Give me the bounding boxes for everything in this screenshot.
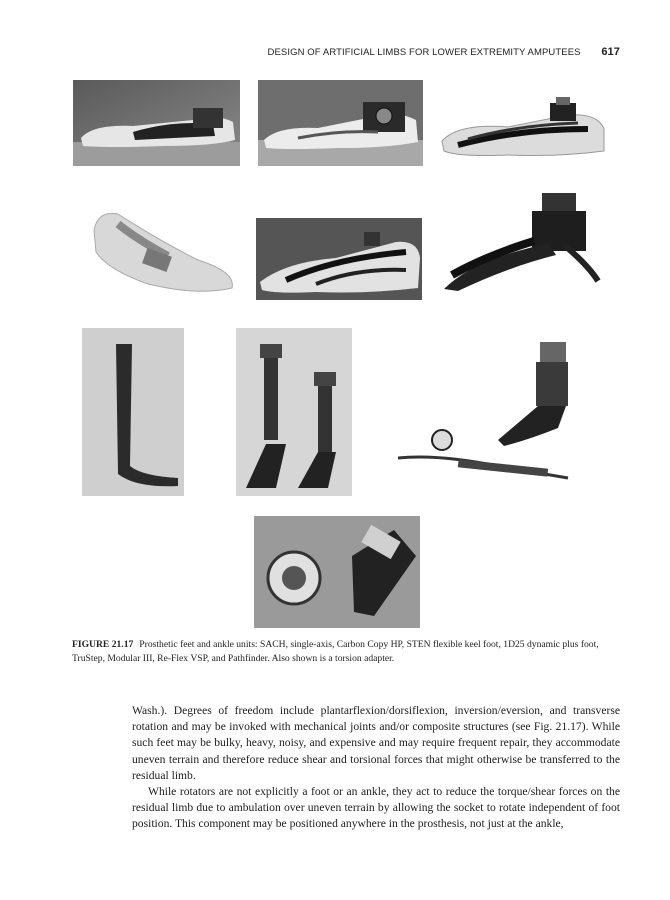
- page-number: 617: [601, 46, 620, 58]
- photo-trustep-foot: [438, 185, 608, 293]
- figure-label: FIGURE 21.17: [72, 639, 134, 650]
- photo-1d25-dynamic-plus-foot: [256, 218, 422, 300]
- photo-torsion-adapter: [254, 516, 420, 628]
- running-header: [70, 46, 620, 58]
- paragraph: While rotators are not explicitly a foot or an ankle, they act to reduce the torque/shear forces on the residual limb due to ambulation over uneven terrain by allowing the socket to rotate independent of foot position. This component may be positioned anywhere in the prosthesis, not just at the ankle,: [132, 785, 620, 831]
- figure-caption: [72, 638, 612, 665]
- photo-carbon-copy-hp-foot: [438, 95, 608, 165]
- photo-pathfinder-foot: [398, 336, 612, 498]
- body-text: [132, 703, 620, 833]
- running-title: DESIGN OF ARTIFICIAL LIMBS FOR LOWER EXTREMITY AMPUTEES: [267, 47, 581, 58]
- photo-sach-foot: [73, 80, 240, 166]
- photo-single-axis-foot: [258, 80, 423, 166]
- photo-modular-iii-foot: [82, 328, 184, 496]
- figure-caption-text: Prosthetic feet and ankle units: SACH, single-axis, Carbon Copy HP, STEN flexible keel foot, 1D25 dynamic plus foot, TruStep, Modular III, Re-Flex VSP, and Pathfinder. Also shown is a torsion adapter.: [72, 639, 599, 664]
- photo-re-flex-vsp-foot: [236, 328, 352, 496]
- paragraph: Wash.). Degrees of freedom include plantarflexion/dorsiflexion, inversion/eversion, and transverse rotation and may be invoked with mechanical joints and/or composite structures (see Fig. 21.17). While such feet may be bulky, heavy, noisy, and expensive and may require frequent repair, they accommodate uneven terrain and therefore reduce shear and torsional forces that might otherwise be transferred to the residual limb.: [132, 704, 620, 782]
- photo-sten-flexible-keel-foot: [88, 200, 238, 300]
